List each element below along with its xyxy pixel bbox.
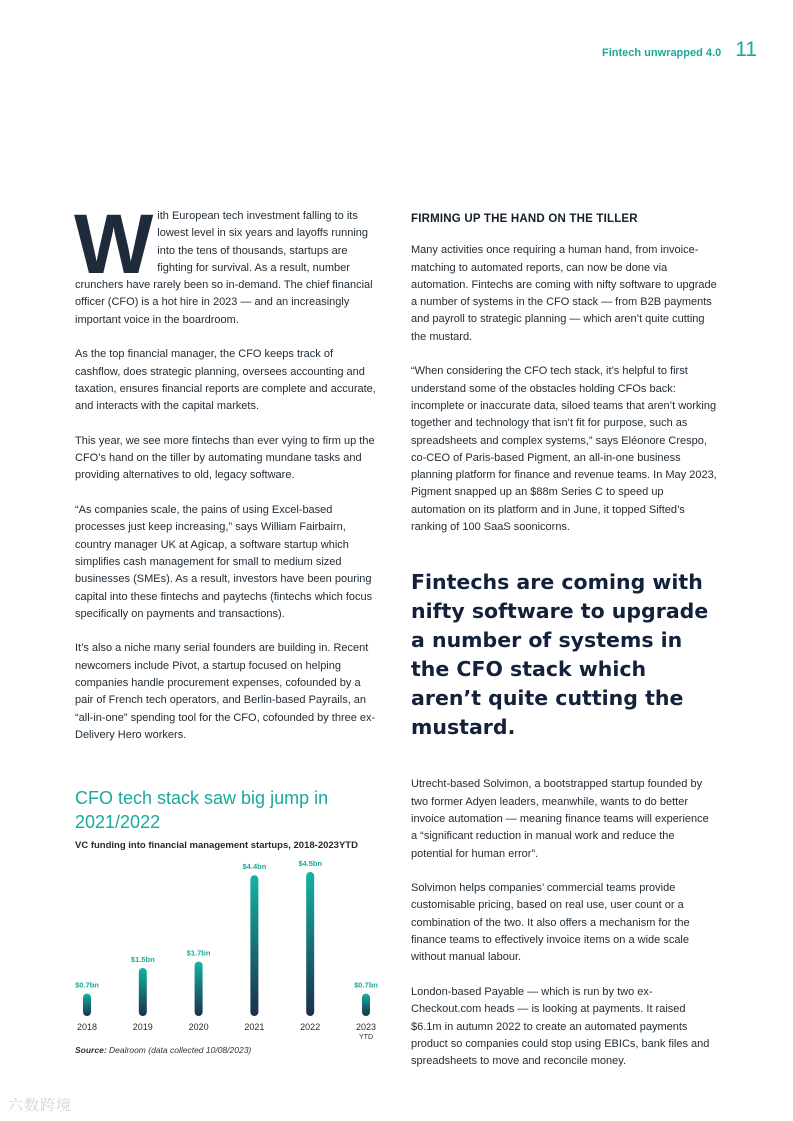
pull-quote: Fintechs are coming with nifty software to upgrade a number of systems in the CFO stack which aren’t quite cutting the mustard. bbox=[411, 570, 709, 740]
source-label: Source: bbox=[75, 1045, 107, 1055]
body-paragraph: This year, we see more fintechs than ever vying to firm up the CFO’s hand on the tiller by automating mundane tasks and providing alternatives to old, legacy software. bbox=[75, 434, 375, 482]
tick-label-2022: 2022 bbox=[300, 1022, 321, 1032]
body-paragraph: “When considering the CFO tech stack, it’s helpful to first understand some of the obstacles holding CFOs back: incomplete or inaccurate data, siloed teams that aren’t working together and technology that isn’t fit for purpose, such as spreadsheets and complex systems,” says Eléonore Crespo, co-CEO of Paris-based Pigment, an all-in-one business planning platform for finance and revenue teams. In May 2023, Pigment snapped up an $88m Series C to speed up automation on its platform and in June, it topped Sifted’s ranking of 100 SaaS soonicorns. bbox=[411, 365, 717, 534]
body-paragraph: It’s also a niche many serial founders are building in. Recent newcomers include Pivot, a startup focused on helping companies handle procurement expenses, cofounded by a pair of French tech operators, and Berlin-based Payrails, an “all-in-one” spending tool for the CFO, cofounded by three ex-Delivery Hero workers. bbox=[75, 642, 376, 741]
left-column bbox=[74, 197, 381, 762]
bar-2018 bbox=[83, 994, 91, 1016]
tick-label-2018: 2018 bbox=[76, 1022, 98, 1032]
bar-2020 bbox=[195, 962, 203, 1016]
source-text: Dealroom (data collected 10/08/2023) bbox=[109, 1045, 252, 1055]
drop-cap: W bbox=[74, 197, 152, 291]
data-label-2020: $1.7bn bbox=[186, 948, 211, 958]
tick-label-2020: 2020 bbox=[188, 1022, 209, 1032]
body-paragraph: As the top financial manager, the CFO keeps track of cashflow, does strategic planning, oversees accounting and taxation, ensures financial reports are complete and accurate, and interacts with the capital markets. bbox=[75, 348, 376, 413]
intro-paragraph bbox=[74, 197, 381, 329]
tick-label-2021: 2021 bbox=[244, 1022, 265, 1032]
data-label-2019: $1.5bn bbox=[130, 955, 155, 964]
chart-title: CFO tech stack saw big jump in 2021/2022 bbox=[75, 788, 329, 832]
data-label-2023: $0.7bn bbox=[354, 980, 378, 990]
section-title: Fintech unwrapped 4.0 bbox=[602, 47, 722, 59]
tick-label-2019: 2019 bbox=[132, 1022, 153, 1032]
bar-2019 bbox=[139, 968, 147, 1016]
body-paragraph: Solvimon helps companies’ commercial teams provide customisable pricing, based on real use, user count or a combination of the two. It also offers a mechanism for the finance teams to effectively invoice items on a wide scale without manual labour. bbox=[411, 882, 690, 964]
chart-source bbox=[75, 1045, 251, 1055]
tick-note-2023: YTD bbox=[359, 1034, 373, 1040]
data-label-2022: $4.5bn bbox=[298, 860, 323, 868]
funding-bar-chart bbox=[70, 860, 380, 1040]
tick-label-2023: 2023 bbox=[355, 1022, 377, 1032]
bar-2021 bbox=[250, 875, 258, 1016]
data-label-2018: $0.7bn bbox=[75, 980, 99, 990]
body-paragraph: Many activities once requiring a human hand, from invoice-matching to automated reports, can now be done via automation. Fintechs are coming with nifty software to upgrade a number of systems in the CFO stack — from B2B payments and payroll to strategic planning — which aren’t quite cutting the mustard. bbox=[411, 244, 717, 343]
page-number: 11 bbox=[735, 38, 757, 61]
intro-text: ith European tech investment falling to its lowest level in six years and layoffs running into the tens of thousands, startups are fighting for survival. As a result, number crunchers have rarely been so in-demand. The chief financial officer (CFO) is a hot hire in 2023 — and an increasingly important voice in the boardroom. bbox=[75, 210, 373, 326]
chart-subtitle: VC funding into financial management startups, 2018-2023YTD bbox=[75, 840, 358, 851]
body-paragraph: Utrecht-based Solvimon, a bootstrapped startup founded by two former Adyen leaders, meanwhile, wants to do better invoice automation — meaning finance teams will experience a “significant reduction in manual work and reduce the potential for human error”. bbox=[411, 778, 709, 860]
right-column bbox=[411, 208, 717, 1088]
watermark: 六数跨境 bbox=[8, 1097, 73, 1114]
body-paragraph: London-based Payable — which is run by two ex-Checkout.com heads — is looking at payments. It raised $6.1m in autumn 2022 to create an automated payments product so companies could stop using EBICs, bank files and spreadsheets to move and reconcile money. bbox=[411, 985, 710, 1068]
bar-2022 bbox=[306, 872, 314, 1016]
data-label-2021: $4.4bn bbox=[242, 862, 267, 872]
section-subhead: FIRMING UP THE HAND ON THE TILLER bbox=[411, 213, 638, 225]
body-paragraph: “As companies scale, the pains of using Excel-based processes just keep increasing,” says William Fairbairn, country manager UK at Agicap, a software startup which simplifies cash management for small to medium sized businesses (SMEs). As a result, investors have been pouring capital into these fintechs and paytechs (fintechs which focus specifically on payments and transactions). bbox=[75, 504, 373, 620]
page-header bbox=[602, 38, 757, 62]
bar-2023 bbox=[362, 994, 370, 1016]
